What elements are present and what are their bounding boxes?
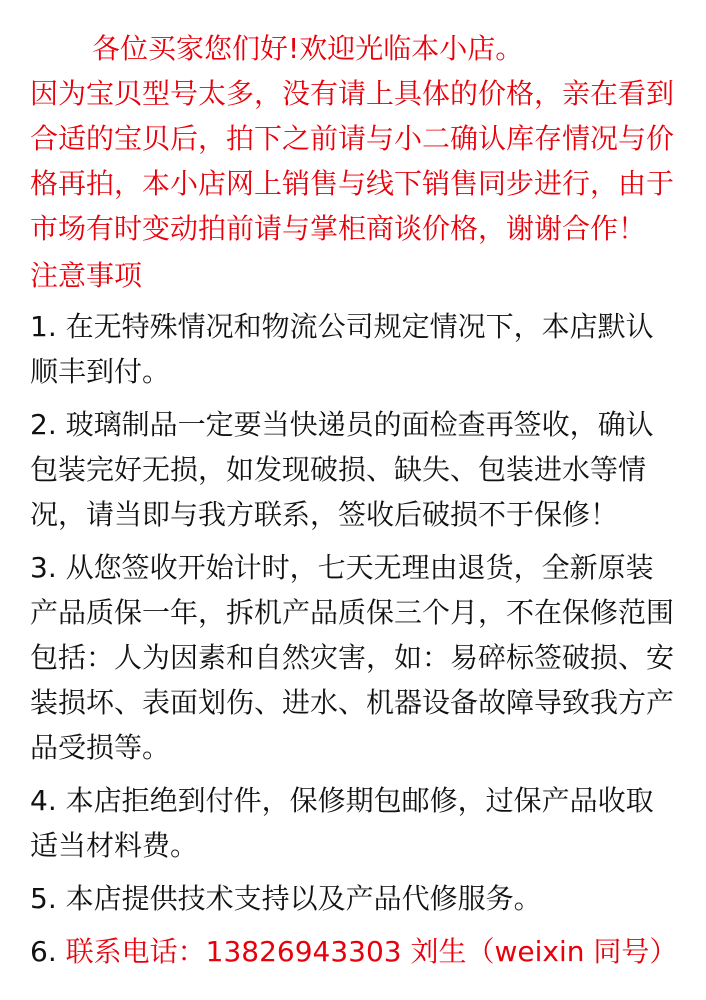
intro-paragraph: 因为宝贝型号太多，没有请上具体的价格，亲在看到合适的宝贝后，拍下之前请与小二确认库存情况与价格再拍，本小店网上销售与线下销售同步进行，由于市场有时变动拍前请与掌柜商谈价格，谢谢合作！ bbox=[30, 77, 675, 245]
contact-text: 联系电话：13826943303 刘生（weixin 同号） bbox=[65, 935, 678, 968]
item-number: 6. bbox=[30, 935, 57, 968]
item-text: 从您签收开始计时，七天无理由退货，全新原装产品质保一年，拆机产品质保三个月，不在保修范围包括：人为因素和自然灾害，如：易碎标签破损、安装损坏、表面划伤、进水、机器设备故障导致我方产品受损等。 bbox=[30, 551, 675, 764]
item-text: 玻璃制品一定要当快递员的面检查再签收，确认包装完好无损，如发现破损、缺失、包装进水等情况，请当即与我方联系，签收后破损不于保修！ bbox=[30, 408, 654, 531]
item-text: 本店拒绝到付件，保修期包邮修，过保产品收取适当材料费。 bbox=[30, 784, 654, 862]
notice-item-4 bbox=[30, 778, 680, 868]
notice-item-3 bbox=[30, 545, 680, 770]
greeting-line: 各位买家您们好!欢迎光临本小店。 bbox=[92, 32, 524, 65]
shop-notice-document bbox=[30, 26, 680, 982]
item-text: 在无特殊情况和物流公司规定情况下，本店默认顺丰到付。 bbox=[30, 310, 654, 388]
notice-item-2 bbox=[30, 402, 680, 537]
item-number: 4. bbox=[30, 784, 57, 817]
item-text: 本店提供技术支持以及产品代修服务。 bbox=[65, 882, 542, 915]
item-number: 3. bbox=[30, 551, 57, 584]
notice-item-5 bbox=[30, 876, 680, 921]
notice-heading: 注意事项 bbox=[30, 259, 143, 292]
item-number: 5. bbox=[30, 882, 57, 915]
item-number: 2. bbox=[30, 408, 57, 441]
item-number: 1. bbox=[30, 310, 57, 343]
notice-item-1 bbox=[30, 304, 680, 394]
notice-item-6-contact bbox=[30, 929, 680, 974]
